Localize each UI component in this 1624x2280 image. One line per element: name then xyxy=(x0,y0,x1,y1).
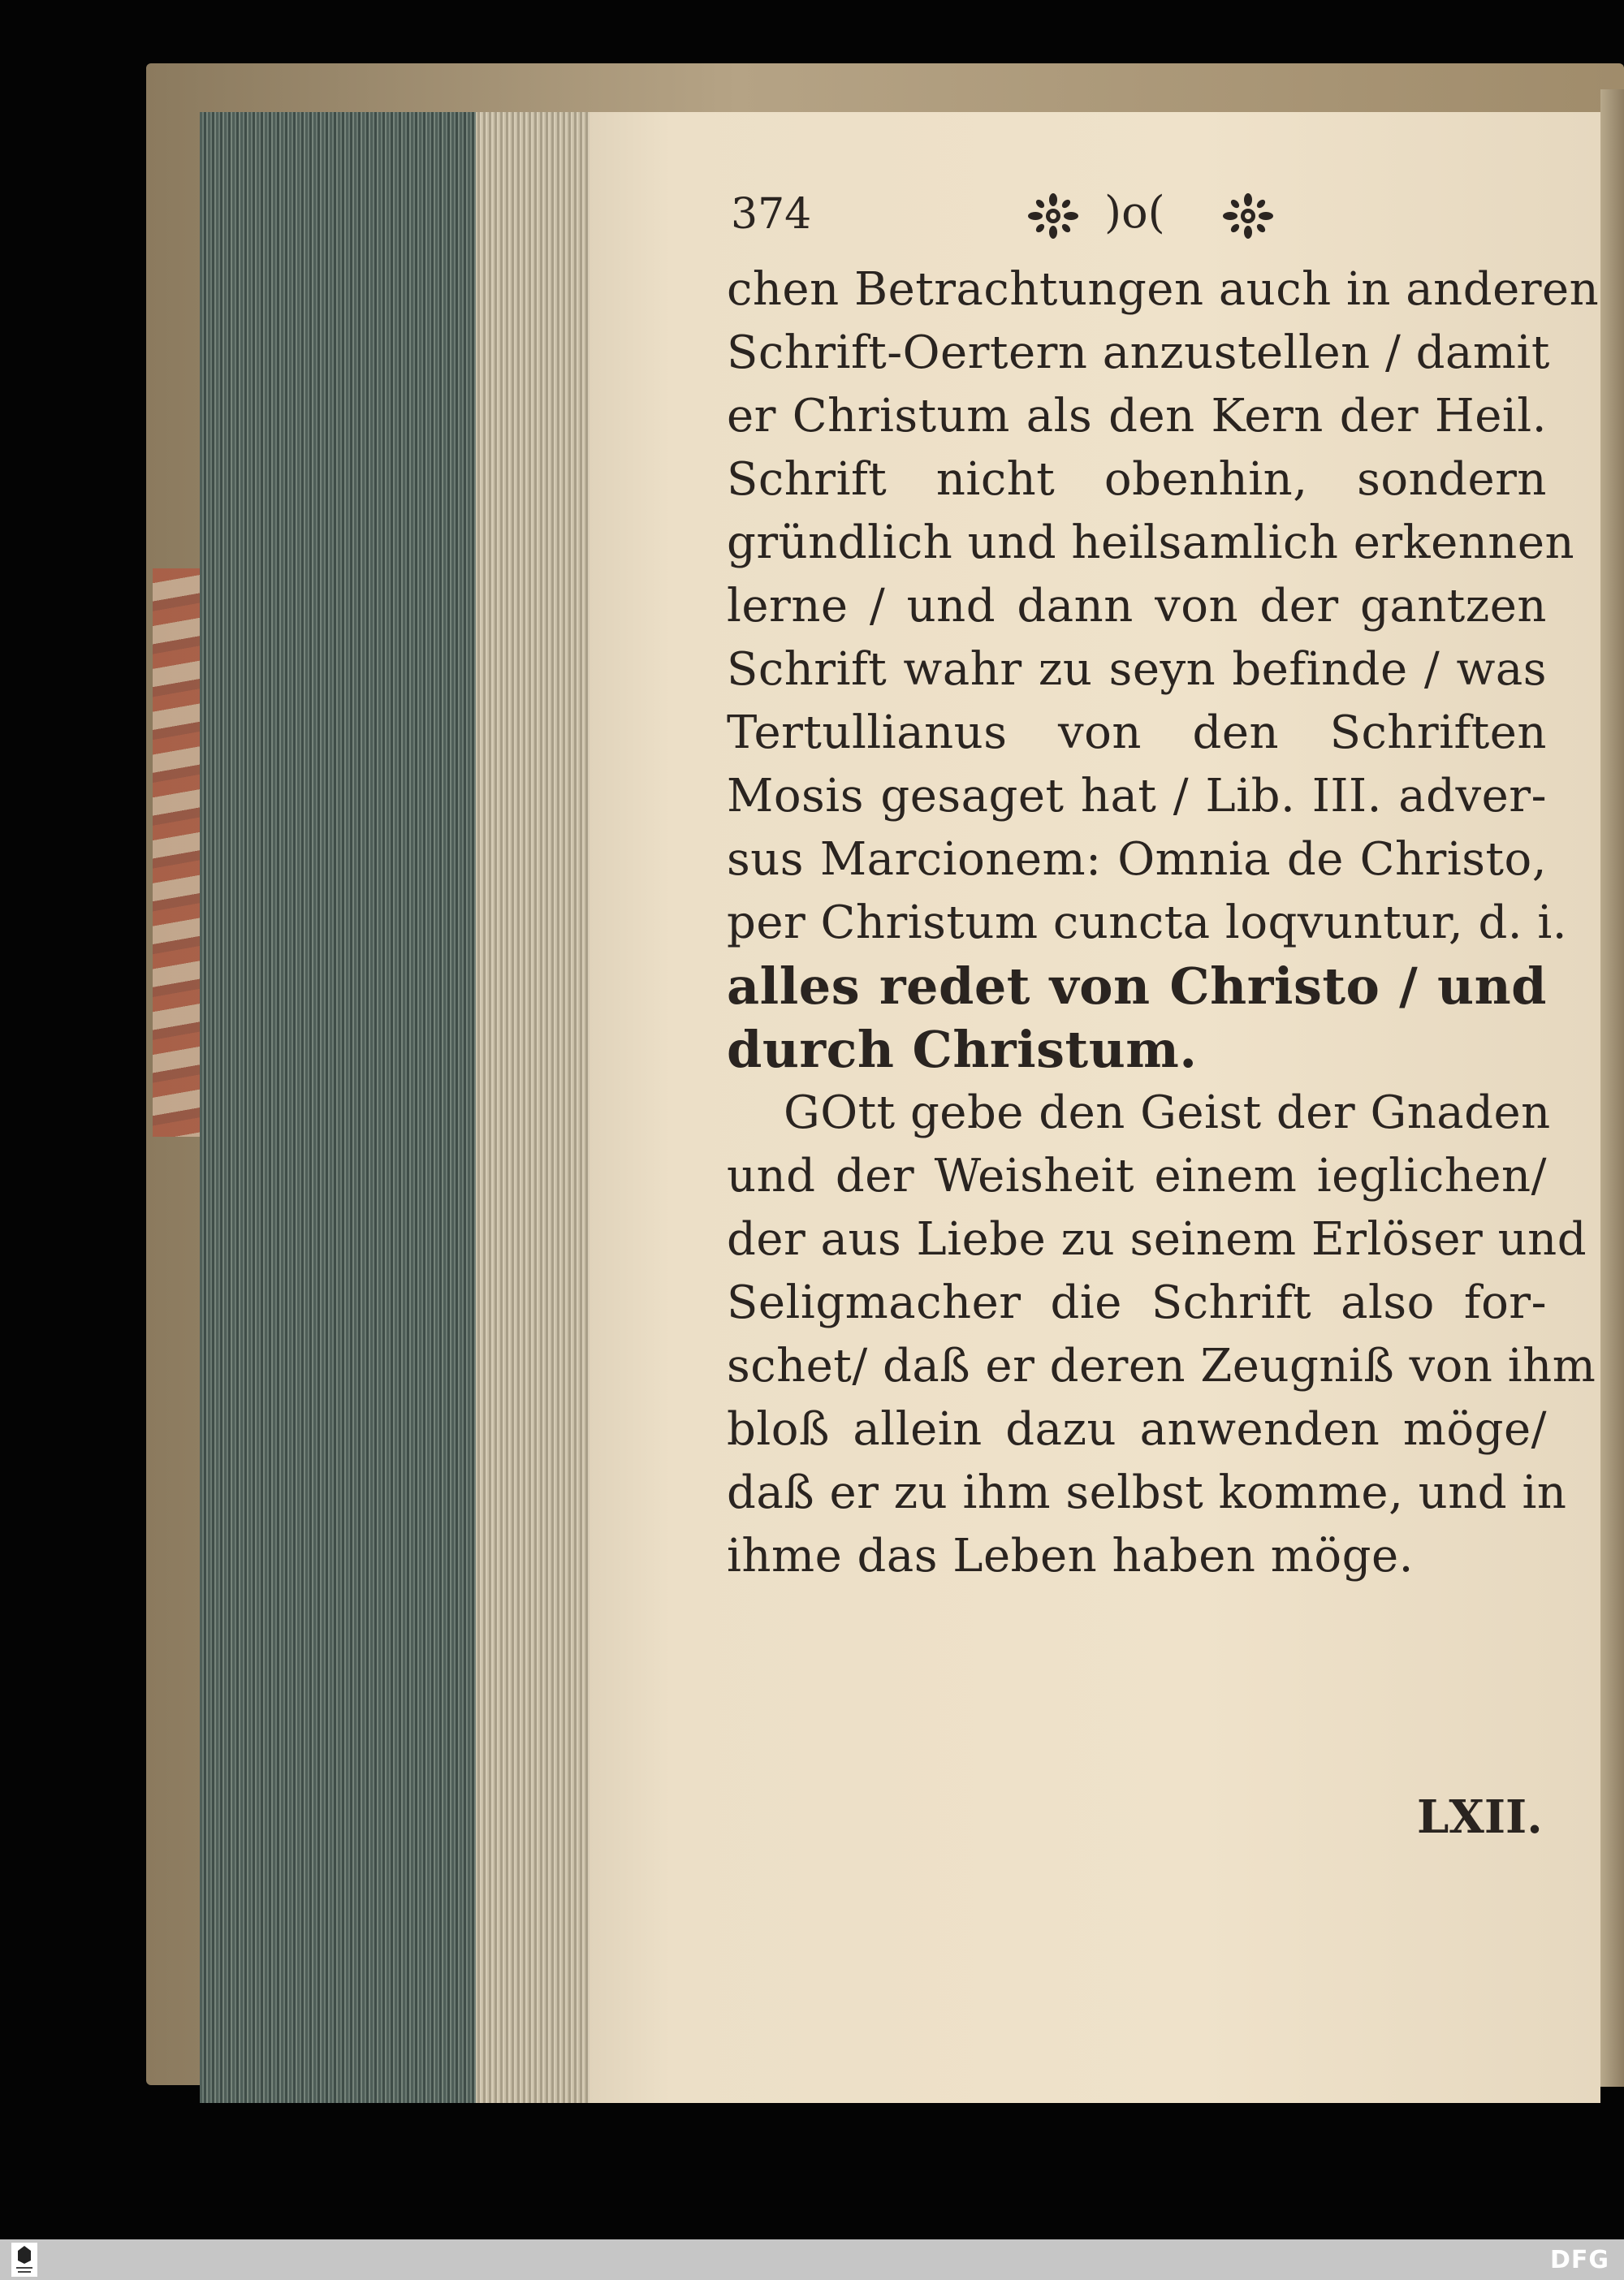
text-line: und der Weisheit einem ieglichen/ xyxy=(727,1150,1547,1203)
paragraph-start-line: GOtt gebe den Geist der Gnaden xyxy=(784,1086,1551,1139)
header-center-ornament: )o( xyxy=(1104,187,1165,238)
marbled-cover-edge xyxy=(153,568,201,1137)
catchword: LXII. xyxy=(1417,1790,1543,1844)
right-page-edge xyxy=(1600,89,1624,2087)
text-line: schet/ daß er deren Zeugniß von ihm xyxy=(727,1340,1596,1393)
emphasis-line: durch Christum. xyxy=(727,1020,1198,1079)
footer-bar xyxy=(0,2239,1624,2280)
text-line: er Christum als den Kern der Heil. xyxy=(727,390,1547,443)
text-line: Schrift nicht obenhin, sondern xyxy=(727,453,1547,506)
text-line: gründlich und heilsamlich erkennen xyxy=(727,516,1575,569)
text-line: Seligmacher die Schrift also for- xyxy=(727,1276,1547,1329)
text-line: bloß allein dazu anwenden möge/ xyxy=(727,1403,1547,1456)
text-line: lerne / und dann von der gantzen xyxy=(727,580,1547,633)
library-logo-icon xyxy=(11,2243,37,2277)
body-text xyxy=(727,258,1600,1588)
page-number: 374 xyxy=(731,190,812,239)
text-line: Schrift wahr zu seyn befinde / was xyxy=(727,643,1547,696)
floral-ornament-icon xyxy=(1023,192,1083,240)
text-line: der aus Liebe zu seinem Erlöser und xyxy=(727,1213,1587,1266)
floral-ornament-icon xyxy=(1218,192,1278,240)
text-line: daß er zu ihm selbst komme, und in xyxy=(727,1466,1567,1519)
text-line: Tertullianus von den Schriften xyxy=(727,706,1547,759)
text-line: Mosis gesaget hat / Lib. III. adver- xyxy=(727,770,1547,823)
emphasis-line: alles redet von Christo / und xyxy=(727,956,1547,1016)
text-line: Schrift-Oertern anzustellen / damit xyxy=(727,326,1550,379)
text-line: per Christum cuncta loqvuntur, d. i. xyxy=(727,896,1568,949)
page-edges-block xyxy=(200,112,596,2103)
page-header xyxy=(731,187,1299,244)
text-line: chen Betrachtungen auch in anderen xyxy=(727,263,1600,316)
text-line: sus Marcionem: Omnia de Christo, xyxy=(727,833,1547,886)
dfg-logo: DFG xyxy=(1549,2246,1609,2274)
text-line: ihme das Leben haben möge. xyxy=(727,1530,1414,1583)
